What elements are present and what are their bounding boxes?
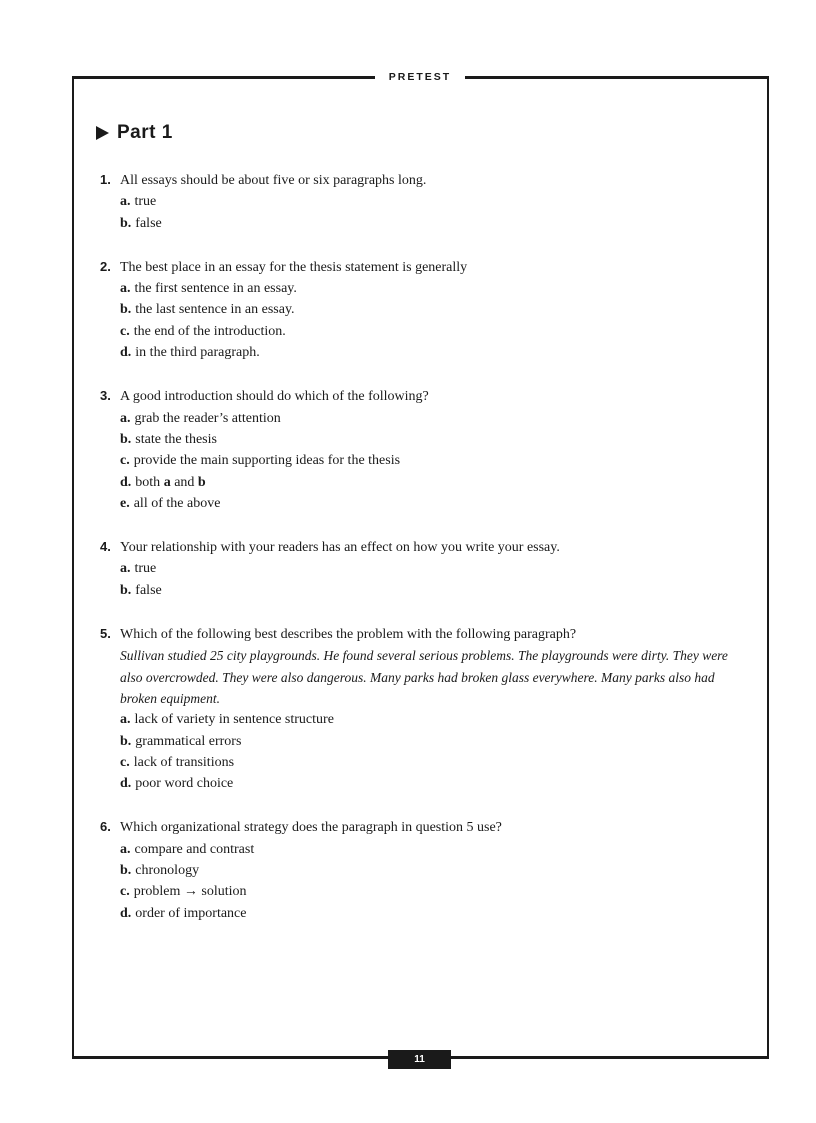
answer-option: b. false [120, 582, 162, 598]
answer-option: b. false [120, 215, 162, 231]
answer-option: a. grab the reader’s attention [120, 410, 281, 426]
question-text: Which organizational strategy does the paragraph in question 5 use? [120, 820, 502, 836]
answer-option: b. chronology [120, 863, 200, 879]
question-number: 2. [100, 258, 111, 274]
question-number: 4. [100, 539, 111, 555]
question-3 [100, 385, 740, 514]
page-number: 11 [388, 1050, 451, 1069]
answer-option: b. state the thesis [120, 431, 217, 447]
answer-option: c. lack of transitions [120, 754, 235, 770]
question-1 [100, 169, 740, 234]
answer-option: b. the last sentence in an essay. [120, 302, 295, 318]
answer-option: c. the end of the introduction. [120, 323, 286, 339]
triangle-right-icon [96, 126, 109, 140]
answer-option: d. order of importance [120, 905, 247, 921]
answer-option: a. lack of variety in sentence structure [120, 712, 334, 728]
answer-option: a. the first sentence in an essay. [120, 281, 297, 297]
answer-option: a. true [120, 561, 157, 577]
question-list [100, 169, 740, 946]
question-number: 3. [100, 388, 111, 404]
answer-option: e. all of the above [120, 495, 221, 511]
question-text: A good introduction should do which of the following? [120, 389, 429, 405]
answer-option: a. compare and contrast [120, 841, 255, 857]
question-number: 6. [100, 819, 111, 835]
running-header: PRETEST [375, 70, 465, 84]
answer-option: a. true [120, 194, 157, 210]
answer-option: d. in the third paragraph. [120, 345, 260, 361]
question-text: All essays should be about five or six paragraphs long. [120, 173, 427, 188]
question-number: 5. [100, 626, 111, 642]
answer-option: d. both a and b [120, 474, 206, 490]
question-5 [100, 623, 740, 794]
question-text: The best place in an essay for the thesis statement is generally [120, 259, 468, 275]
sample-paragraph: Sullivan studied 25 city playgrounds. He found several serious problems. The playgrounds were dirty. They were also overcrowded. They were also dangerous. Many parks had broken glass everywhere. Many parks also had broken equipment. [120, 648, 728, 706]
question-text: Which of the following best describes the problem with the following paragraph? [120, 627, 577, 643]
question-number: 1. [100, 172, 111, 187]
question-2 [100, 256, 740, 363]
question-4 [100, 536, 740, 601]
answer-option: c. problem → solution [120, 884, 247, 900]
question-text: Your relationship with your readers has an effect on how you write your essay. [120, 540, 560, 556]
part-title-text: Part 1 [117, 122, 173, 143]
answer-option: b. grammatical errors [120, 733, 242, 749]
question-6 [100, 816, 740, 923]
part-heading [96, 122, 173, 144]
answer-option: d. poor word choice [120, 776, 234, 792]
answer-option: c. provide the main supporting ideas for the thesis [120, 453, 401, 469]
